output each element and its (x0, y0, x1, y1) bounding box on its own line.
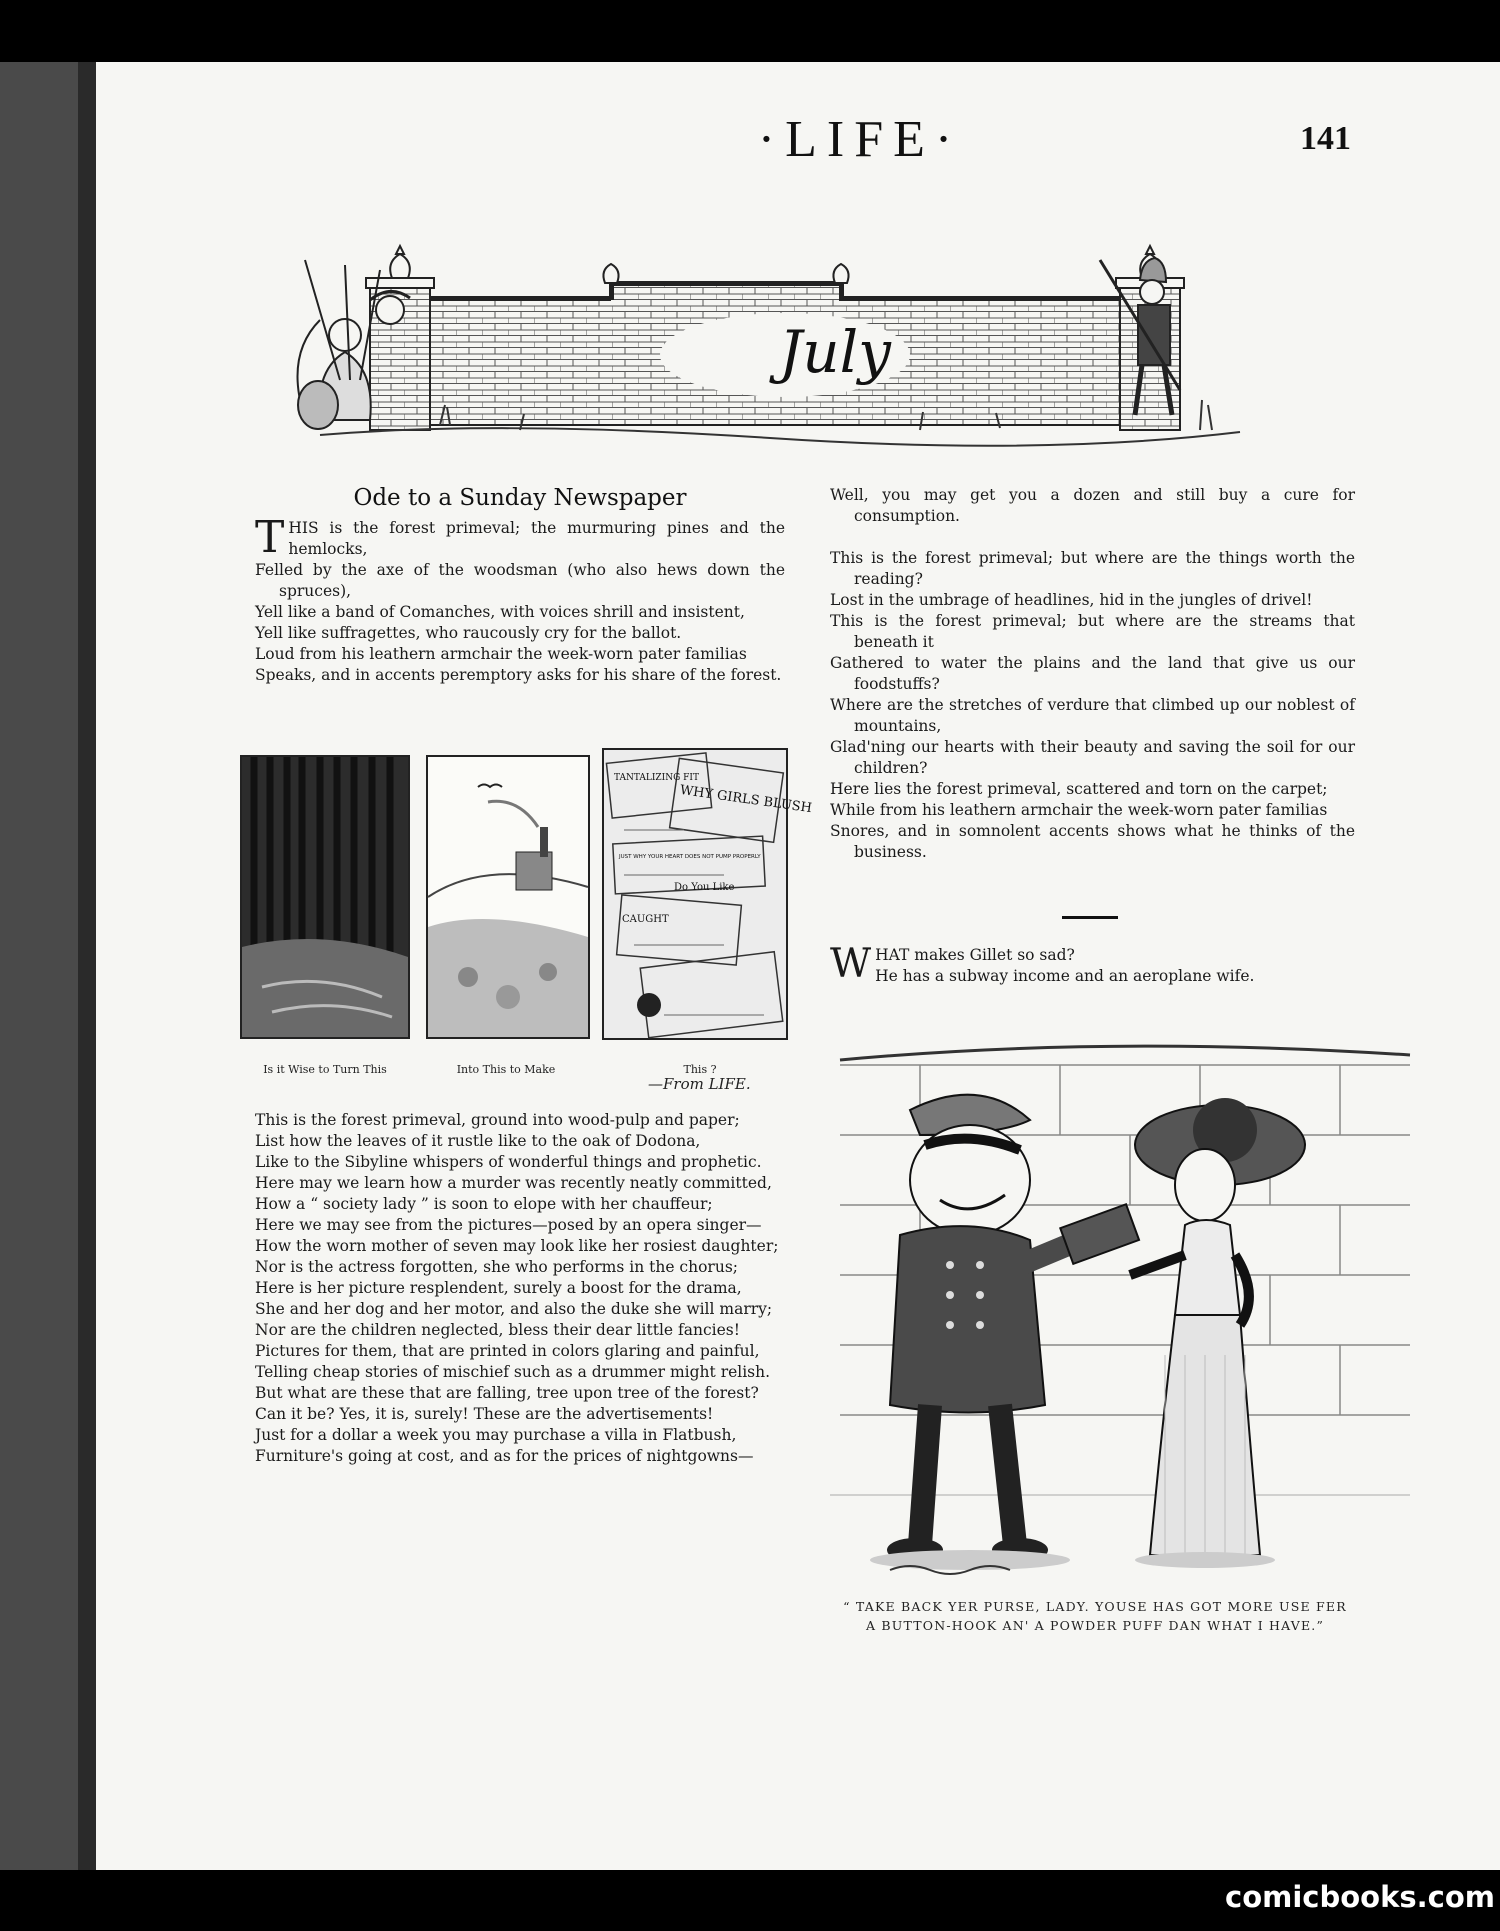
drop-cap: T (255, 512, 285, 563)
watermark: comicbooks.com (1225, 1880, 1495, 1914)
panel-caption: This ? (683, 1063, 717, 1076)
poem-line: Just for a dollar a week you may purchase a villa in Flatbush, (255, 1426, 737, 1444)
poem-line: HIS is the forest primeval; the murmuring pines and the hemlocks, (288, 519, 785, 558)
newspaper-panel (602, 748, 813, 1040)
newspaper-headline: TANTALIZING FIT (614, 773, 699, 783)
section-divider (1062, 916, 1118, 919)
poem-line: Loud from his leathern armchair the week-worn pater familias (255, 645, 747, 663)
poem-line: This is the forest primeval, ground into wood-pulp and paper; (255, 1111, 740, 1129)
poem-line: This is the forest primeval; but where are the things worth the reading? (830, 549, 1355, 588)
illustration-credit: —From LIFE. (648, 1075, 751, 1093)
book-spine (0, 62, 78, 1870)
joke-question: HAT makes Gillet so sad? (875, 946, 1075, 964)
poem-line: Here we may see from the pictures—posed by an opera singer— (255, 1216, 762, 1234)
poem-line: Yell like a band of Comanches, with voices shrill and insistent, (255, 603, 745, 621)
forest-panel (240, 755, 410, 1039)
poem-line: Furniture's going at cost, and as for the prices of nightgowns— (255, 1447, 754, 1465)
page-number: 141 (1300, 120, 1351, 157)
poem-line: She and her dog and her motor, and also the duke she will marry; (255, 1300, 773, 1318)
poem-line: Felled by the axe of the woodsman (who also hews down the spruces), (255, 561, 785, 600)
poem-line: Yell like suffragettes, who raucously cry for the ballot. (255, 624, 682, 642)
poem-line: Glad'ning our hearts with their beauty and saving the soil for our children? (830, 738, 1355, 777)
poem-line: Pictures for them, that are printed in colors glaring and painful, (255, 1342, 760, 1360)
poem-line: Can it be? Yes, it is, surely! These are the advertisements! (255, 1405, 714, 1423)
poem-line: How a “ society lady ” is soon to elope with her chauffeur; (255, 1195, 713, 1213)
newspaper-headline: WHY GIRLS BLUSH (678, 782, 813, 817)
cartoon-caption-line: A BUTTON-HOOK AN' A POWDER PUFF DAN WHAT I HAVE.” (865, 1618, 1325, 1633)
panel-caption: Is it Wise to Turn This (263, 1063, 387, 1076)
poem-title: Ode to a Sunday Newspaper (353, 485, 687, 511)
poem-line: While from his leathern armchair the week-worn pater familias (830, 801, 1328, 819)
poem-line: Snores, and in somnolent accents shows what he thinks of the business. (830, 822, 1355, 861)
book-gutter (78, 62, 96, 1870)
poem-stanza-1 (255, 512, 785, 686)
joke (830, 941, 1355, 987)
poem-line: Telling cheap stories of mischief such as a drummer might relish. (255, 1363, 771, 1381)
poem-stanza-2 (255, 1110, 785, 1467)
poem-stanza-3 (830, 485, 1355, 527)
poem-line: Speaks, and in accents peremptory asks for his share of the forest. (255, 666, 782, 684)
drop-cap: W (830, 941, 872, 987)
panel-caption: Into This to Make (456, 1063, 556, 1076)
mill-panel (426, 755, 590, 1039)
poem-line: Here is her picture resplendent, surely a boost for the drama, (255, 1279, 742, 1297)
poem-line: How the worn mother of seven may look like her rosiest daughter; (255, 1237, 779, 1255)
poem-line: Where are the stretches of verdure that climbed up our noblest of mountains, (830, 696, 1355, 735)
newspaper-headline: JUST WHY YOUR HEART DOES NOT PUMP PROPERLY (619, 854, 761, 860)
newspaper-headline: Do You Like (674, 882, 735, 893)
poem-line: But what are these that are falling, tree upon tree of the forest? (255, 1384, 759, 1402)
poem-line: Like to the Sibyline whispers of wonderful things and prophetic. (255, 1153, 762, 1171)
poem-line: Lost in the umbrage of headlines, hid in the jungles of drivel! (830, 591, 1313, 609)
poem-stanza-4 (830, 548, 1355, 863)
poem-line: Well, you may get you a dozen and still buy a cure for consumption. (830, 486, 1355, 525)
poem-line: Here lies the forest primeval, scattered and torn on the carpet; (830, 780, 1328, 798)
poem-line: Here may we learn how a murder was recently neatly committed, (255, 1174, 772, 1192)
poem-line: This is the forest primeval; but where are the streams that beneath it (830, 612, 1355, 651)
poem-line: Nor are the children neglected, bless their dear little fancies! (255, 1321, 740, 1339)
poem-line: Nor is the actress forgotten, she who performs in the chorus; (255, 1258, 738, 1276)
poem-line: List how the leaves of it rustle like to the oak of Dodona, (255, 1132, 701, 1150)
magazine-title: ·LIFE· (757, 111, 963, 168)
cartoon-caption-line: “ TAKE BACK YER PURSE, LADY. YOUSE HAS GOT MORE USE FER (843, 1599, 1347, 1614)
month-label: July (779, 318, 891, 386)
newspaper-headline: CAUGHT (622, 914, 669, 925)
joke-answer: He has a subway income and an aeroplane wife. (875, 967, 1255, 985)
poem-line: Gathered to water the plains and the land that give us our foodstuffs? (830, 654, 1355, 693)
cartoon-illustration (830, 1025, 1410, 1595)
cartoon-caption (830, 1597, 1360, 1635)
